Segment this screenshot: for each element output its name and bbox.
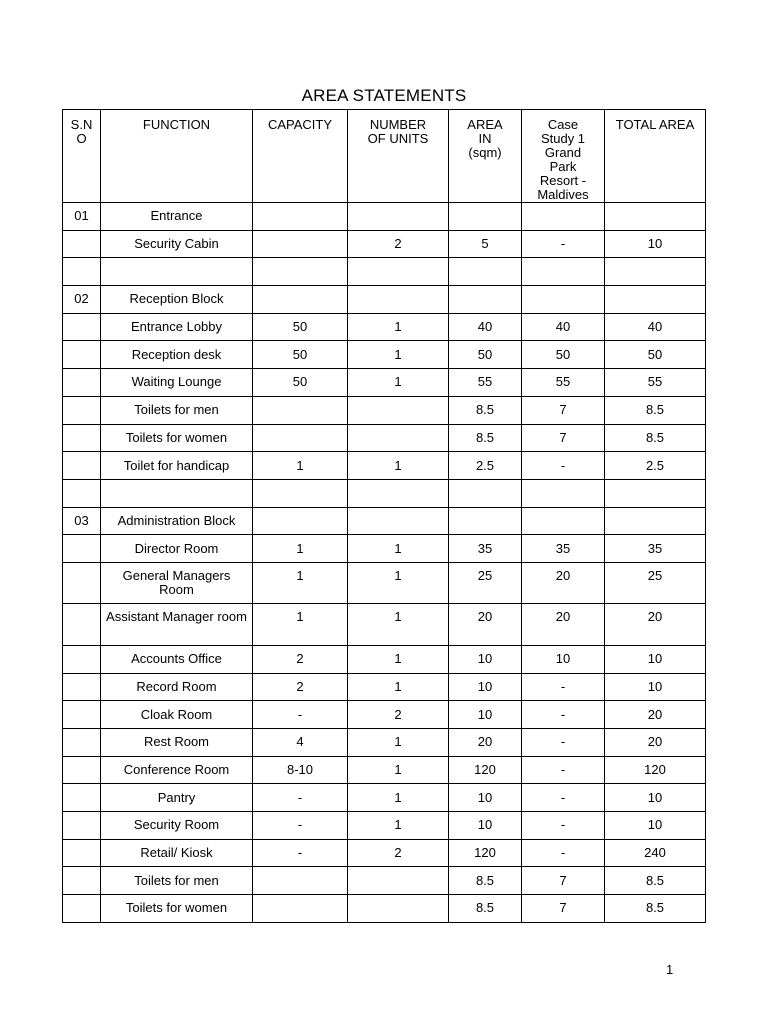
cell-capacity: 1: [253, 562, 348, 604]
cell-units: 2: [348, 230, 449, 258]
section-row: [63, 286, 706, 314]
cell-total: 8.5: [605, 895, 706, 923]
cell-sno: [63, 645, 101, 673]
cell-capacity: [253, 479, 348, 507]
header-units: NUMBER OF UNITS: [348, 110, 449, 203]
cell-total: 35: [605, 535, 706, 563]
cell-capacity: -: [253, 812, 348, 840]
header-function: FUNCTION: [101, 110, 253, 203]
cell-units: 1: [348, 341, 449, 369]
cell-case: -: [522, 784, 605, 812]
cell-function: Cloak Room: [101, 701, 253, 729]
cell-area: 40: [449, 313, 522, 341]
cell-total: 20: [605, 604, 706, 646]
cell-area: 8.5: [449, 424, 522, 452]
cell-case: [522, 286, 605, 314]
cell-case: [522, 507, 605, 535]
cell-area: 10: [449, 701, 522, 729]
cell-case: 20: [522, 604, 605, 646]
cell-units: 1: [348, 756, 449, 784]
cell-case: [522, 258, 605, 286]
cell-sno: [63, 341, 101, 369]
cell-total: 10: [605, 645, 706, 673]
cell-units: 1: [348, 604, 449, 646]
cell-sno: [63, 369, 101, 397]
cell-function: Accounts Office: [101, 645, 253, 673]
cell-sno: [63, 729, 101, 757]
cell-total: 240: [605, 839, 706, 867]
cell-capacity: [253, 507, 348, 535]
cell-case: 20: [522, 562, 605, 604]
cell-sno: [63, 812, 101, 840]
table-row: [63, 701, 706, 729]
cell-capacity: [253, 396, 348, 424]
table-row: [63, 756, 706, 784]
cell-area: 55: [449, 369, 522, 397]
cell-area: 50: [449, 341, 522, 369]
cell-units: 1: [348, 313, 449, 341]
cell-capacity: [253, 867, 348, 895]
cell-area: [449, 203, 522, 231]
cell-function: Entrance Lobby: [101, 313, 253, 341]
cell-area: 10: [449, 645, 522, 673]
table-body: [63, 203, 706, 923]
cell-units: 1: [348, 452, 449, 480]
cell-case: 7: [522, 424, 605, 452]
cell-capacity: 8-10: [253, 756, 348, 784]
cell-case: -: [522, 756, 605, 784]
cell-area: 35: [449, 535, 522, 563]
cell-capacity: [253, 203, 348, 231]
cell-total: 20: [605, 729, 706, 757]
cell-case: 50: [522, 341, 605, 369]
cell-area: 20: [449, 604, 522, 646]
cell-capacity: [253, 895, 348, 923]
cell-sno: [63, 396, 101, 424]
cell-area: 120: [449, 756, 522, 784]
cell-capacity: 4: [253, 729, 348, 757]
header-total-area: TOTAL AREA: [605, 110, 706, 203]
cell-function: Retail/ Kiosk: [101, 839, 253, 867]
cell-total: [605, 203, 706, 231]
cell-capacity: [253, 424, 348, 452]
cell-sno: [63, 756, 101, 784]
cell-capacity: 50: [253, 369, 348, 397]
cell-function: Security Cabin: [101, 230, 253, 258]
cell-total: 10: [605, 230, 706, 258]
cell-area: 8.5: [449, 396, 522, 424]
cell-units: [348, 286, 449, 314]
cell-function: Reception Block: [101, 286, 253, 314]
page-title: AREA STATEMENTS: [301, 86, 467, 105]
cell-case: 7: [522, 895, 605, 923]
cell-area: 2.5: [449, 452, 522, 480]
cell-total: 10: [605, 673, 706, 701]
cell-total: 55: [605, 369, 706, 397]
cell-capacity: 1: [253, 452, 348, 480]
cell-total: 25: [605, 562, 706, 604]
cell-sno: [63, 895, 101, 923]
cell-area: [449, 286, 522, 314]
header-row: [63, 110, 706, 203]
cell-area: [449, 258, 522, 286]
cell-sno: [63, 839, 101, 867]
cell-function: Pantry: [101, 784, 253, 812]
cell-area: 10: [449, 673, 522, 701]
cell-function: Security Room: [101, 812, 253, 840]
cell-units: [348, 258, 449, 286]
cell-capacity: [253, 286, 348, 314]
cell-area: [449, 507, 522, 535]
cell-total: 8.5: [605, 396, 706, 424]
table-row: [63, 230, 706, 258]
cell-function: Assistant Manager room: [101, 604, 253, 646]
cell-sno: [63, 230, 101, 258]
cell-total: 10: [605, 812, 706, 840]
cell-units: [348, 895, 449, 923]
cell-area: 8.5: [449, 895, 522, 923]
cell-units: 1: [348, 812, 449, 840]
cell-capacity: 2: [253, 645, 348, 673]
header-case-study: Case Study 1 Grand Park Resort -Maldives: [522, 110, 605, 203]
table-row: [63, 313, 706, 341]
cell-case: 35: [522, 535, 605, 563]
cell-function: Toilets for men: [101, 396, 253, 424]
cell-sno: [63, 604, 101, 646]
table-row: [63, 673, 706, 701]
cell-area: [449, 479, 522, 507]
cell-function: Waiting Lounge: [101, 369, 253, 397]
cell-capacity: -: [253, 701, 348, 729]
cell-case: -: [522, 230, 605, 258]
header-capacity: CAPACITY: [253, 110, 348, 203]
cell-units: 1: [348, 535, 449, 563]
table-row: [63, 839, 706, 867]
table-row: [63, 479, 706, 507]
cell-sno: [63, 258, 101, 286]
cell-case: -: [522, 452, 605, 480]
cell-case: 40: [522, 313, 605, 341]
table-row: [63, 562, 706, 604]
cell-units: [348, 424, 449, 452]
cell-capacity: 50: [253, 313, 348, 341]
table-row: [63, 535, 706, 563]
cell-sno: [63, 784, 101, 812]
cell-units: 2: [348, 701, 449, 729]
cell-function: Conference Room: [101, 756, 253, 784]
cell-units: [348, 507, 449, 535]
table-row: [63, 341, 706, 369]
cell-total: [605, 479, 706, 507]
cell-capacity: -: [253, 839, 348, 867]
cell-function: Rest Room: [101, 729, 253, 757]
cell-capacity: 1: [253, 604, 348, 646]
cell-units: 1: [348, 729, 449, 757]
cell-capacity: [253, 230, 348, 258]
cell-function: Director Room: [101, 535, 253, 563]
cell-units: 1: [348, 645, 449, 673]
cell-area: 120: [449, 839, 522, 867]
cell-area: 20: [449, 729, 522, 757]
table-row: [63, 258, 706, 286]
cell-capacity: 1: [253, 535, 348, 563]
cell-function: [101, 479, 253, 507]
cell-total: 50: [605, 341, 706, 369]
cell-units: [348, 867, 449, 895]
cell-case: -: [522, 839, 605, 867]
cell-case: -: [522, 812, 605, 840]
table-row: [63, 369, 706, 397]
cell-total: 8.5: [605, 867, 706, 895]
table-row: [63, 604, 706, 646]
cell-case: -: [522, 729, 605, 757]
cell-total: [605, 258, 706, 286]
header-sno: S.N O: [63, 110, 101, 203]
cell-function: General Managers Room: [101, 562, 253, 604]
cell-sno: [63, 424, 101, 452]
cell-total: 2.5: [605, 452, 706, 480]
table-row: [63, 867, 706, 895]
table-row: [63, 452, 706, 480]
cell-function: Toilets for women: [101, 424, 253, 452]
cell-sno: [63, 562, 101, 604]
cell-capacity: 50: [253, 341, 348, 369]
cell-units: [348, 479, 449, 507]
cell-function: Administration Block: [101, 507, 253, 535]
cell-sno: [63, 535, 101, 563]
cell-sno: [63, 701, 101, 729]
cell-units: 1: [348, 784, 449, 812]
cell-function: Toilets for women: [101, 895, 253, 923]
table-row: [63, 396, 706, 424]
cell-total: 40: [605, 313, 706, 341]
cell-sno: [63, 313, 101, 341]
cell-area: 8.5: [449, 867, 522, 895]
cell-total: [605, 507, 706, 535]
table-row: [63, 729, 706, 757]
cell-total: 20: [605, 701, 706, 729]
cell-sno: 01: [63, 203, 101, 231]
area-statement-table: [62, 109, 706, 923]
cell-units: 1: [348, 562, 449, 604]
cell-case: [522, 203, 605, 231]
cell-capacity: -: [253, 784, 348, 812]
cell-case: -: [522, 673, 605, 701]
table-row: [63, 424, 706, 452]
cell-total: 8.5: [605, 424, 706, 452]
cell-case: [522, 479, 605, 507]
cell-case: 7: [522, 867, 605, 895]
cell-capacity: 2: [253, 673, 348, 701]
cell-function: [101, 258, 253, 286]
cell-function: Record Room: [101, 673, 253, 701]
cell-units: [348, 203, 449, 231]
cell-units: 2: [348, 839, 449, 867]
cell-capacity: [253, 258, 348, 286]
cell-units: [348, 396, 449, 424]
cell-function: Entrance: [101, 203, 253, 231]
cell-case: 7: [522, 396, 605, 424]
cell-area: 25: [449, 562, 522, 604]
cell-total: 10: [605, 784, 706, 812]
section-row: [63, 507, 706, 535]
table-row: [63, 784, 706, 812]
cell-area: 10: [449, 784, 522, 812]
page-number: 1: [666, 962, 674, 977]
cell-sno: 03: [63, 507, 101, 535]
table-row: [63, 812, 706, 840]
cell-area: 10: [449, 812, 522, 840]
cell-area: 5: [449, 230, 522, 258]
cell-total: [605, 286, 706, 314]
section-row: [63, 203, 706, 231]
cell-total: 120: [605, 756, 706, 784]
cell-case: 10: [522, 645, 605, 673]
cell-case: -: [522, 701, 605, 729]
cell-sno: [63, 673, 101, 701]
cell-sno: [63, 867, 101, 895]
cell-function: Toilet for handicap: [101, 452, 253, 480]
cell-sno: [63, 479, 101, 507]
cell-units: 1: [348, 369, 449, 397]
cell-sno: 02: [63, 286, 101, 314]
cell-sno: [63, 452, 101, 480]
cell-case: 55: [522, 369, 605, 397]
table-row: [63, 895, 706, 923]
cell-function: Toilets for men: [101, 867, 253, 895]
header-area: AREA IN (sqm): [449, 110, 522, 203]
cell-function: Reception desk: [101, 341, 253, 369]
cell-units: 1: [348, 673, 449, 701]
table-row: [63, 645, 706, 673]
